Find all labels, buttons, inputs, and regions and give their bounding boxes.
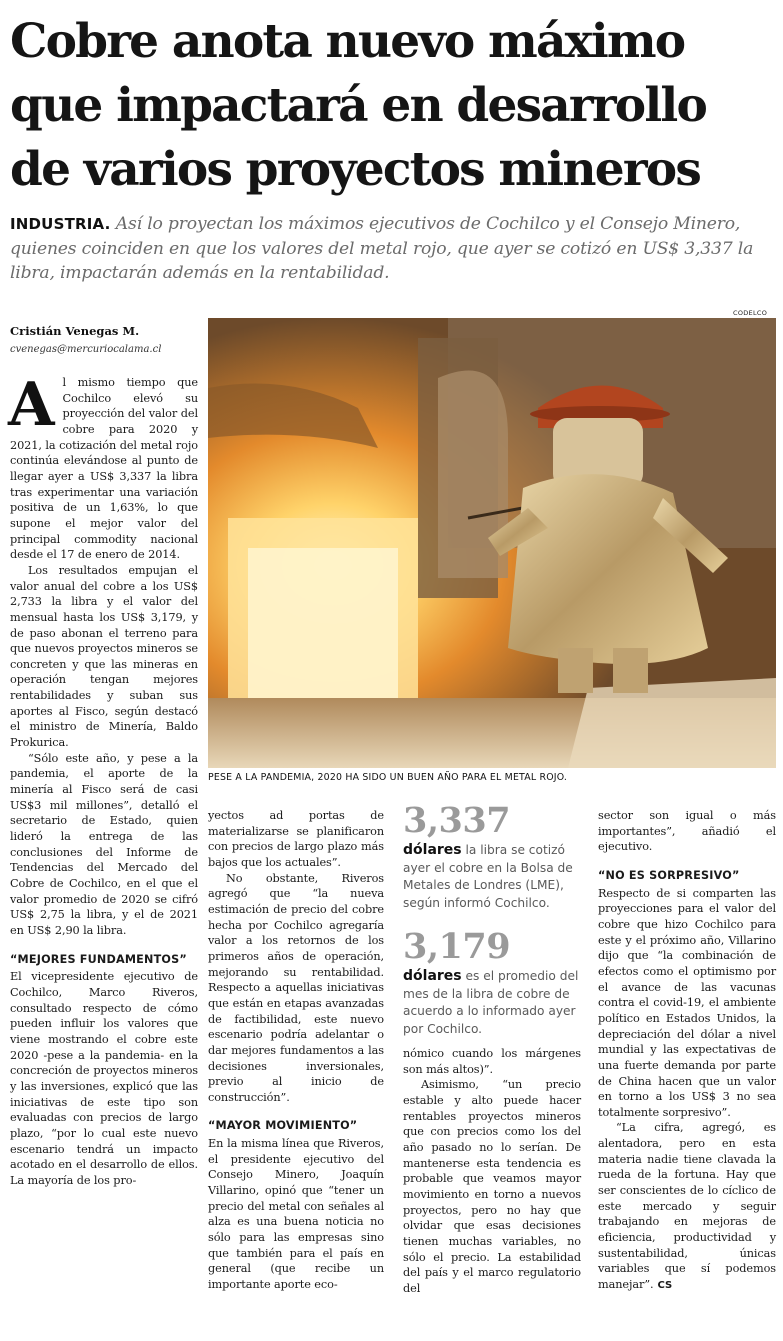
stat-value: 3,337 (403, 800, 511, 841)
article-column-4 (598, 808, 776, 1294)
paragraph: No obstante, Riveros agregó que “la nueva estimación de precio del cobre hecha por Cochilco agregaría valor a los retornos de los primeros años de operación, mejorando su rentabilidad. Respecto a aquellas iniciativas que están en etapas avanzadas de factibilidad, este nuevo escenario podría adelantar o dar mejores fundamentos a las decisiones inversionales, previo al inicio de construcción”. (208, 871, 384, 1104)
stat-description (403, 968, 581, 1038)
stat-description (403, 842, 581, 912)
paragraph: El vicepresidente ejecutivo de Cochilco, Marco Riveros, consultado respecto de cómo pueden influir los valores que viene mostrando el cobre este 2020 -pese a la pandemia- en la concreción de proyectos mineros y las inversiones, explicó que las iniciativas de este tipo son evaluadas con precios de largo plazo, “por lo cual este nuevo escenario tendrá un impacto acotado en el desarrollo de ellos. La mayoría de los pro- (10, 970, 198, 1187)
smelter-illustration (208, 318, 776, 768)
subheading: “MEJORES FUNDAMENTOS” (10, 952, 187, 966)
byline-author: Cristián Venegas M. (10, 324, 140, 338)
lede-text: Así lo proyectan los máximos ejecutivos de Cochilco y el Consejo Minero, quienes coinciden en que los valores del metal rojo, que ayer se cotizó en US$ 3,337 la libra, impactarán además en la rentabilidad. (10, 214, 754, 283)
paragraph: nómico cuando los márgenes son más altos)”. (403, 1047, 581, 1076)
stat-box-monthly-average (403, 926, 581, 1038)
lede-kicker: INDUSTRIA. (10, 215, 111, 233)
stat-text: es el promedio del mes de la libra de cobre de acuerdo a lo informado ayer por Cochilco. (403, 969, 579, 1036)
photo-credit: CODELCO (733, 309, 768, 317)
paragraph: sector son igual o más importantes”, añadió el ejecutivo. (598, 809, 776, 854)
byline-email: cvenegas@mercuriocalama.cl (10, 344, 162, 355)
stat-value: 3,179 (403, 926, 511, 967)
paragraph-text: “La cifra, agregó, es alentadora, pero en esta materia nadie tiene clavada la rueda de la fortuna. Hay que ser conscientes de lo cíclico de este mercado y seguir trabajando en mejoras de eficiencia, productividad y sustentabilidad, únicas variables que sí podemos manejar”. (598, 1121, 776, 1292)
byline (10, 324, 200, 355)
paragraph: Los resultados empujan el valor anual del cobre a los US$ 2,733 la libra y el valor del mensual hasta los US$ 3,179, y de paso abonan el terreno para que nuevos proyectos mineros se concreten y que las mineras en operación tengan mejores rentabilidades y suban sus aportes al Fisco, según destacó el ministro de Minería, Baldo Prokurica. (10, 563, 198, 750)
paragraph: Respecto de si comparten las proyecciones para el valor del cobre que hizo Cochilco para este y el próximo año, Villarino dijo que “la combinación de efectos como el optimismo por el avance de las vacunas contra el covid-19, el ambiente político en Estados Unidos, la depreciación del dólar a nivel mundial y las expectativas de una fuerte demanda por parte de China hacen que un valor en torno a los US$ 3 no sea totalmente sorpresivo”. (598, 886, 776, 1119)
photo-copper-smelter-worker (208, 318, 776, 768)
paragraph: En la misma línea que Riveros, el presidente ejecutivo del Consejo Minero, Joaquín Villarino, opinó que “tener un precio del metal con señales al alza es una buena noticia no sólo para las empresas sino que también para el país en general (que recibe un importante aporte eco- (208, 1137, 384, 1292)
article-column-3 (403, 1046, 581, 1297)
stat-text: la libra se cotizó ayer el cobre en la Bolsa de Metales de Londres (LME), según informó Cochilco. (403, 843, 573, 910)
drop-cap: A (8, 370, 55, 440)
article-column-2 (208, 808, 384, 1293)
stat-box-price (403, 800, 581, 912)
paragraph: Asimismo, “un precio estable y alto puede hacer rentables proyectos mineros que con precios como los del año pasado no lo serían. De mantenerse esta tendencia es probable que veamos mayor movimiento en torno a nuevos proyectos, pero no hay que olvidar que esas decisiones tienen muchas variables, no sólo el precio. La estabilidad del país y el marco regulatorio del (403, 1078, 581, 1295)
stat-unit: dólares (403, 842, 462, 858)
headline: Cobre anota nuevo máximo que impactará en desarrollo de varios proyectos mineros (10, 14, 707, 197)
lede (10, 212, 775, 286)
article-column-1 (8, 370, 198, 1188)
end-mark: CS (657, 1280, 673, 1292)
paragraph: l mismo tiempo que Cochilco elevó su proyección del valor del cobre para 2020 y 2021, la cotización del metal rojo continúa elevándose al punto de llegar ayer a US$ 3,337 la libra tras experimentar una variación positiva de un 1,63%, lo que supone el mejor valor del principal commodity nacional desde el 17 de enero de 2014. (10, 376, 198, 562)
paragraph: yectos ad portas de materializarse se planificaron con precios de largo plazo más bajos que los actuales”. (208, 809, 384, 869)
stat-unit: dólares (403, 968, 462, 984)
photo-caption: PESE A LA PANDEMIA, 2020 HA SIDO UN BUEN AÑO PARA EL METAL ROJO. (208, 772, 568, 783)
paragraph: “Sólo este año, y pese a la pandemia, el aporte de la minería al Fisco será de casi US$3 mil millones”, detalló el secretario de Estado, quien lideró la entrega de las conclusiones del Informe de Tendencias del Mercado del Cobre de Cochilco, en el que el valor promedio de 2020 se cifró US$ 2,75 la libra, y el de 2021 en US$ 2,90 la libra. (10, 751, 198, 937)
subheading: “MAYOR MOVIMIENTO” (208, 1119, 358, 1133)
paragraph (598, 1120, 776, 1293)
subheading: “NO ES SORPRESIVO” (598, 868, 740, 882)
